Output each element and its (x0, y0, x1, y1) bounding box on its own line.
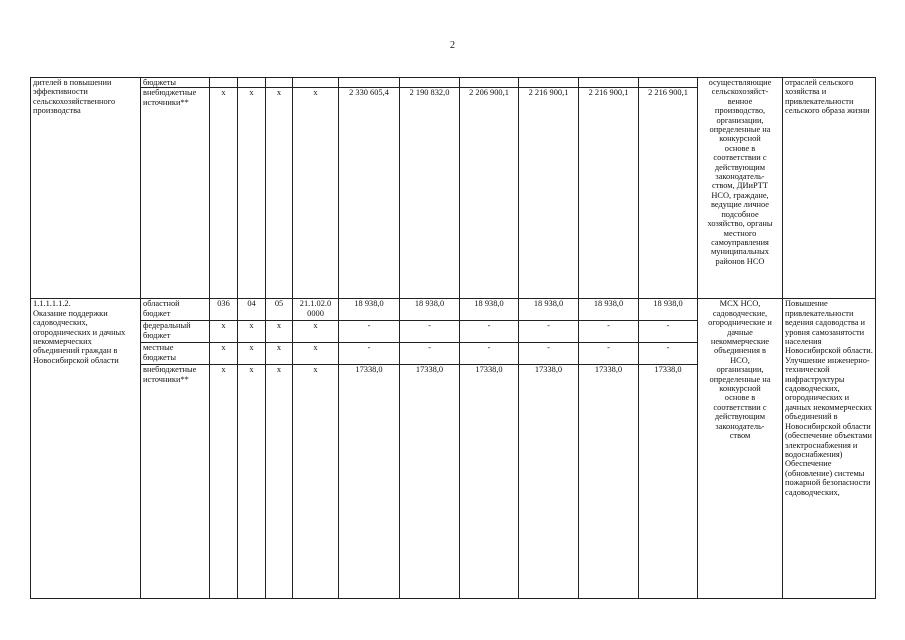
code-cell: x (210, 365, 238, 599)
code-cell: 21.1.02.0 0000 (293, 299, 339, 321)
code-cell: x (266, 88, 293, 299)
value-cell: - (519, 343, 579, 365)
value-cell: 17338,0 (400, 365, 460, 599)
value-cell: 18 938,0 (579, 299, 639, 321)
value-cell: - (400, 321, 460, 343)
code-cell: 036 (210, 299, 238, 321)
value-cell: - (339, 321, 400, 343)
code-cell: x (210, 321, 238, 343)
value-cell: 18 938,0 (519, 299, 579, 321)
value-cell: 17338,0 (519, 365, 579, 599)
code-cell: x (210, 88, 238, 299)
code-cell: 04 (238, 299, 266, 321)
value-cell: - (579, 343, 639, 365)
funding-source: бюджеты (141, 78, 210, 88)
activity-name: 1.1.1.1.1.2. Оказание поддержки садоводческих, огороднических и дачных некоммерческих объединений граждан в Новосибирской области (31, 299, 141, 599)
value-cell: - (519, 321, 579, 343)
value-cell: 2 216 900,1 (639, 88, 698, 299)
code-cell: x (238, 88, 266, 299)
page-number: 2 (450, 40, 455, 51)
value-cell: 17338,0 (639, 365, 698, 599)
expected-result: Повышение привлекательности ведения садоводства и уровня самозанятости населения Новосибирской области. Улучшение инженерно-технической инфраструктуры садоводческих, огороднических и дачных некоммерческих объединений в Новосибирской области (обеспечение объектами электроснабжения и водоснабжения) Обеспечение (обновление) системы пожарной безопасности садоводческих, (783, 299, 876, 599)
value-cell: 18 938,0 (400, 299, 460, 321)
value-cell: - (579, 321, 639, 343)
funding-source: местные бюджеты (141, 343, 210, 365)
code-cell: x (210, 343, 238, 365)
value-cell: 2 216 900,1 (579, 88, 639, 299)
value-cell: - (639, 343, 698, 365)
code-cell: x (238, 321, 266, 343)
program-table (30, 77, 876, 599)
code-cell: x (293, 88, 339, 299)
code-cell: x (293, 343, 339, 365)
value-cell: - (460, 321, 519, 343)
value-cell: - (460, 343, 519, 365)
funding-source: областной бюджет (141, 299, 210, 321)
code-cell: 05 (266, 299, 293, 321)
value-cell: 2 330 605,4 (339, 88, 400, 299)
value-cell: 17338,0 (579, 365, 639, 599)
funding-source: федеральный бюджет (141, 321, 210, 343)
expected-result: отраслей сельского хозяйства и привлекательности сельского образа жизни (783, 78, 876, 299)
value-cell: 17338,0 (460, 365, 519, 599)
value-cell: 18 938,0 (339, 299, 400, 321)
value-cell: 2 206 900,1 (460, 88, 519, 299)
code-cell: x (238, 365, 266, 599)
funding-source: внебюджетные источники** (141, 365, 210, 599)
value-cell: - (400, 343, 460, 365)
code-cell: x (293, 321, 339, 343)
value-cell: - (639, 321, 698, 343)
code-cell: x (266, 365, 293, 599)
code-cell: x (266, 343, 293, 365)
value-cell: 2 190 832,0 (400, 88, 460, 299)
code-cell: x (293, 365, 339, 599)
executors: МСХ НСО, садоводческие, огороднические и дачные некоммерческие объединения в НСО, организации, определенные на конкурсной основе в соответствии с действующим законодатель- ством (698, 299, 783, 599)
value-cell: 2 216 900,1 (519, 88, 579, 299)
code-cell: x (238, 343, 266, 365)
code-cell: x (266, 321, 293, 343)
value-cell: 17338,0 (339, 365, 400, 599)
activity-name: дителей в повышении эффективности сельскохозяйственного производства (31, 78, 141, 299)
executors: осуществляющие сельскохозяйст- венное производство, организации, определенные на конкурсной основе в соответствии с действующим законодатель- ством, ДИиРТТ НСО, граждане, ведущие личное подсобное хозяйство, органы местного самоуправления муниципальных районов НСО (698, 78, 783, 299)
value-cell: 18 938,0 (460, 299, 519, 321)
value-cell: 18 938,0 (639, 299, 698, 321)
value-cell: - (339, 343, 400, 365)
funding-source: внебюджетные источники** (141, 88, 210, 299)
